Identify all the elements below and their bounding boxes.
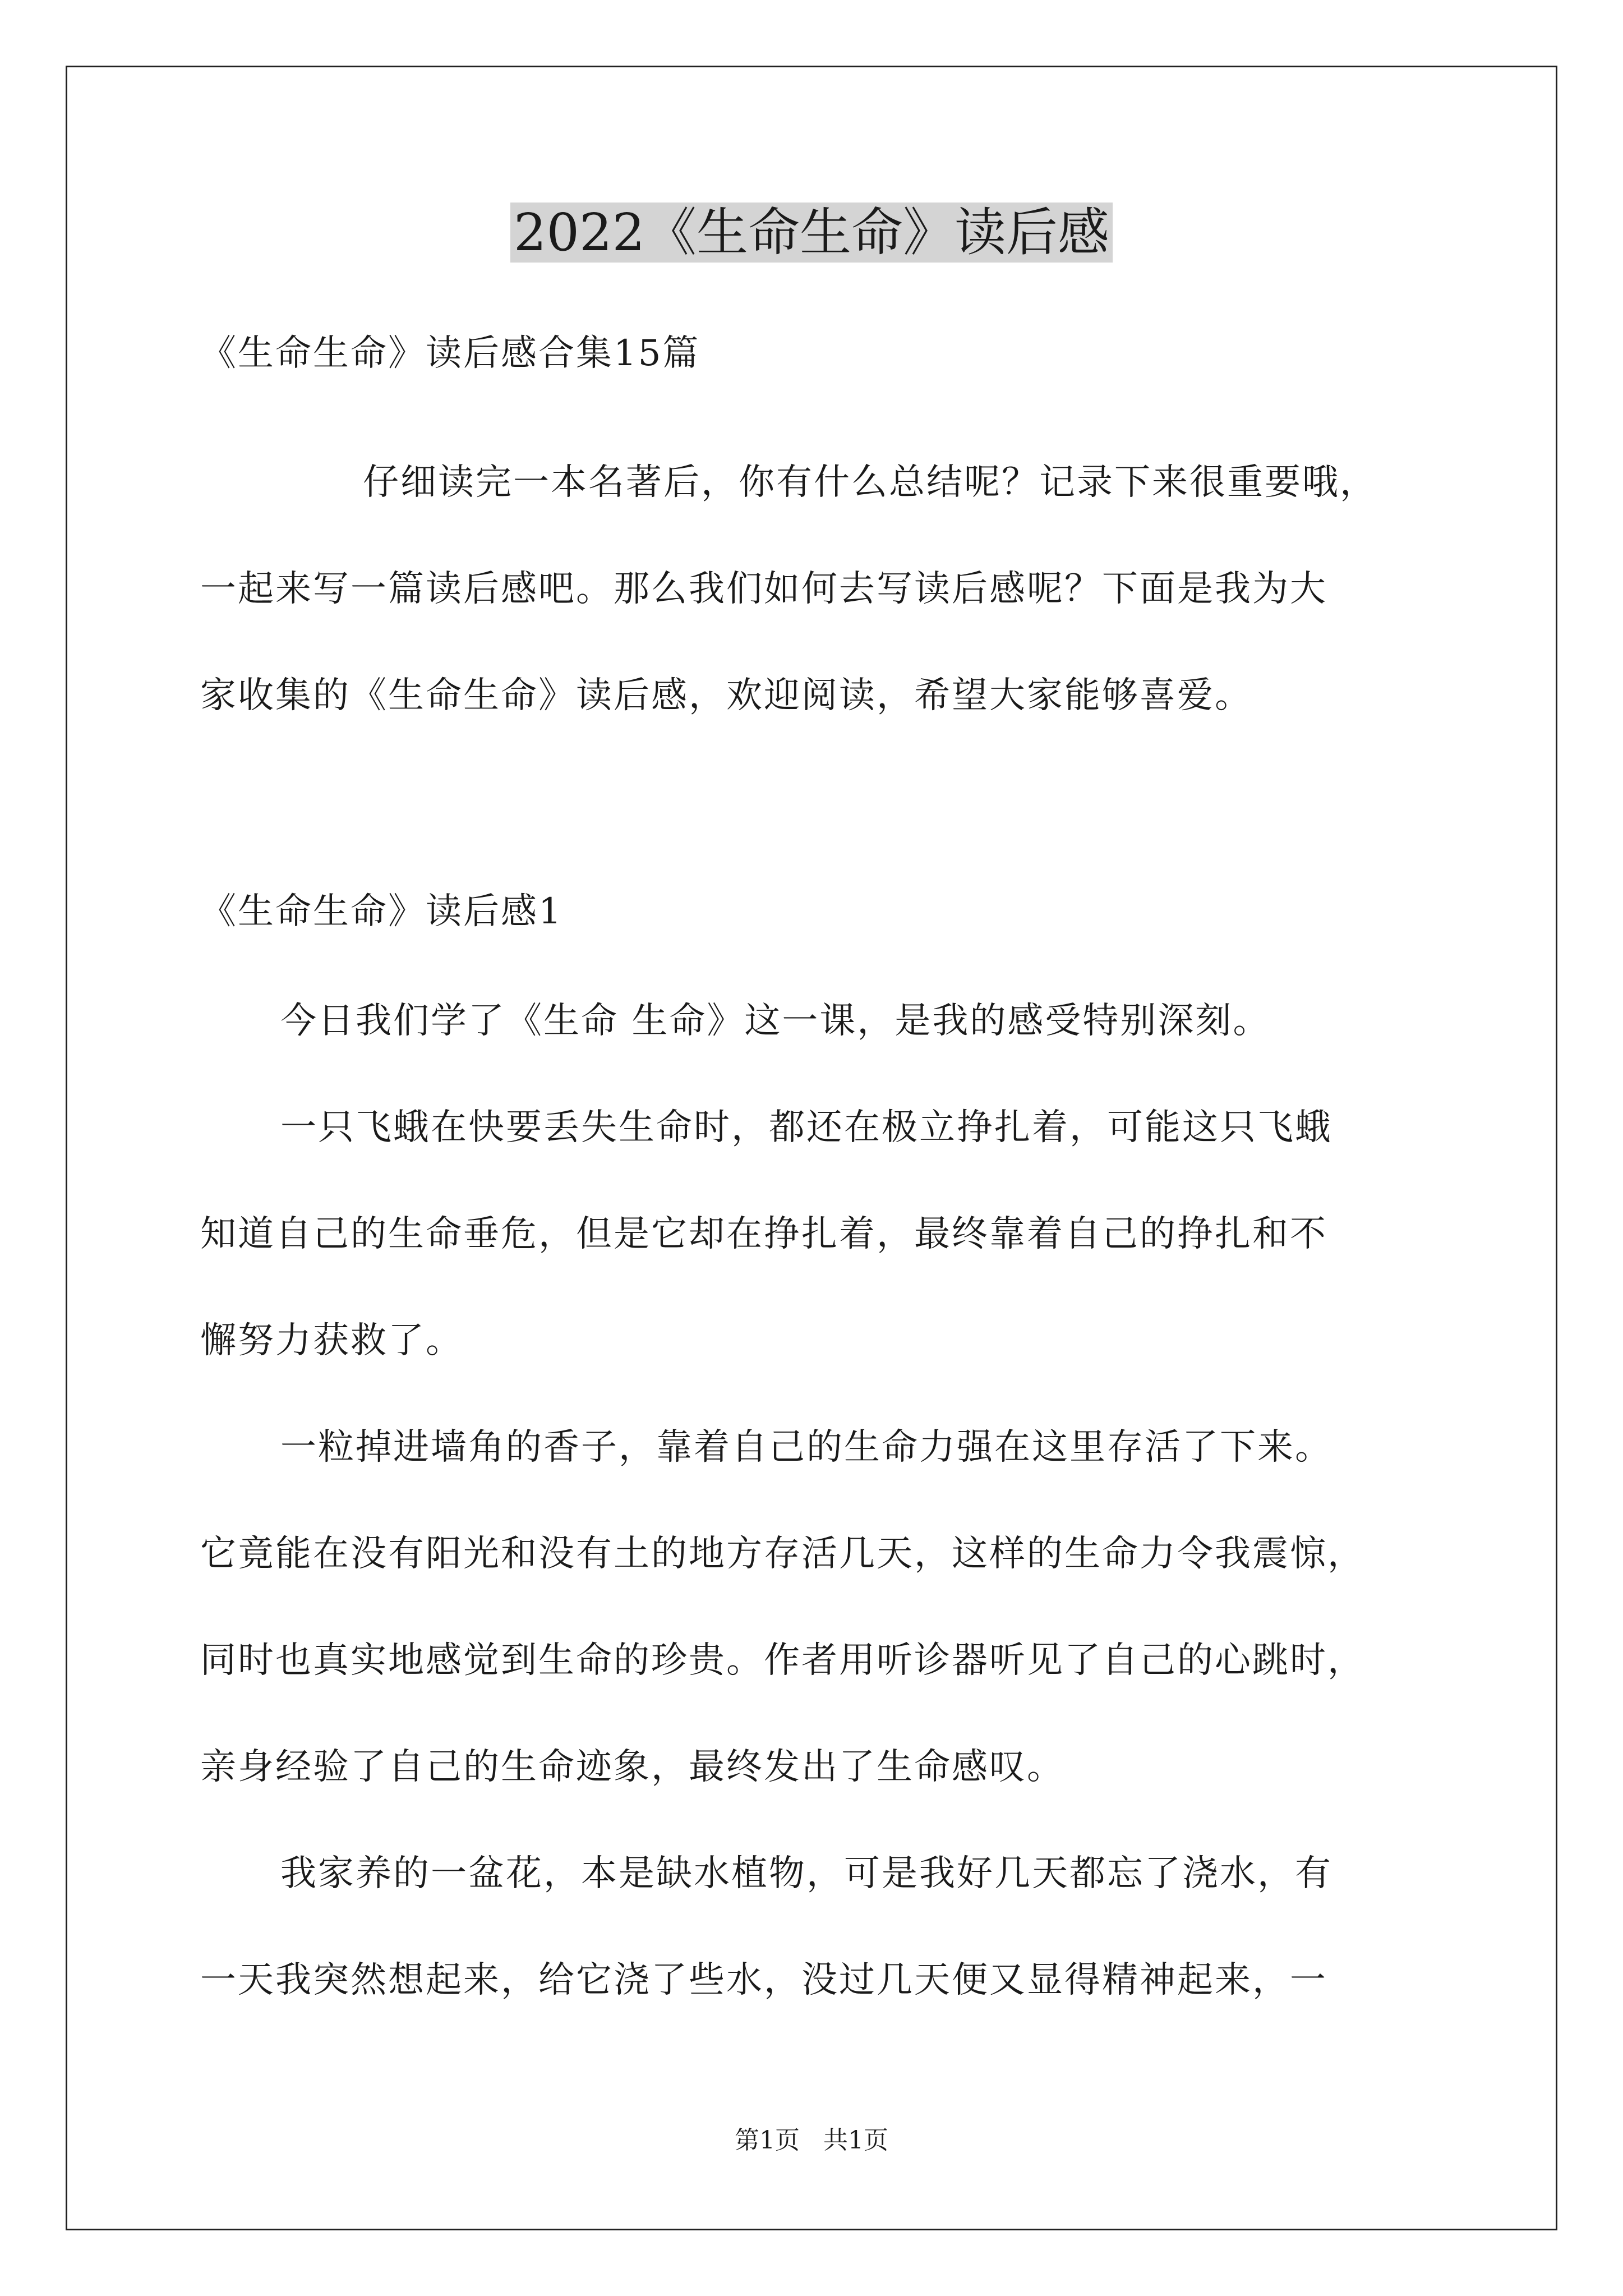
document-title: 2022《生命生命》读后感 bbox=[0, 199, 1623, 266]
section-heading: 《生命生命》读后感1 bbox=[200, 891, 563, 932]
paragraph-line: 懈努力获救了。 bbox=[200, 1320, 463, 1361]
paragraph-line: 我家养的一盆花，本是缺水植物，可是我好几天都忘了浇水，有 bbox=[280, 1853, 1332, 1894]
paragraph-line: 今日我们学了《生命 生命》这一课，是我的感受特别深刻。 bbox=[280, 1000, 1271, 1042]
paragraph-line: 同时也真实地感觉到生命的珍贵。作者用听诊器听见了自己的心跳时， bbox=[200, 1640, 1365, 1681]
paragraph-line: 一天我突然想起来，给它浇了些水，没过几天便又显得精神起来，一 bbox=[200, 1959, 1327, 2001]
paragraph-line: 知道自己的生命垂危，但是它却在挣扎着，最终靠着自己的挣扎和不 bbox=[200, 1213, 1327, 1255]
intro-line: 家收集的《生命生命》读后感，欢迎阅读，希望大家能够喜爱。 bbox=[200, 675, 1252, 716]
paragraph-line: 它竟能在没有阳光和没有土的地方存活几天，这样的生命力令我震惊， bbox=[200, 1533, 1365, 1575]
intro-line: 仔细读完一本名著后，你有什么总结呢？记录下来很重要哦， bbox=[363, 462, 1377, 503]
document-subtitle: 《生命生命》读后感合集15篇 bbox=[200, 333, 700, 374]
paragraph-line: 一只飞蛾在快要丢失生命时，都还在极立挣扎着，可能这只飞蛾 bbox=[280, 1107, 1332, 1148]
intro-line: 一起来写一篇读后感吧。那么我们如何去写读后感呢？下面是我为大 bbox=[200, 568, 1327, 610]
paragraph-line: 一粒掉进墙角的香子，靠着自己的生命力强在这里存活了下来。 bbox=[280, 1427, 1332, 1468]
page-footer: 第1页 共1页 bbox=[735, 2126, 888, 2155]
paragraph-line: 亲身经验了自己的生命迹象，最终发出了生命感叹。 bbox=[200, 1746, 1064, 1788]
